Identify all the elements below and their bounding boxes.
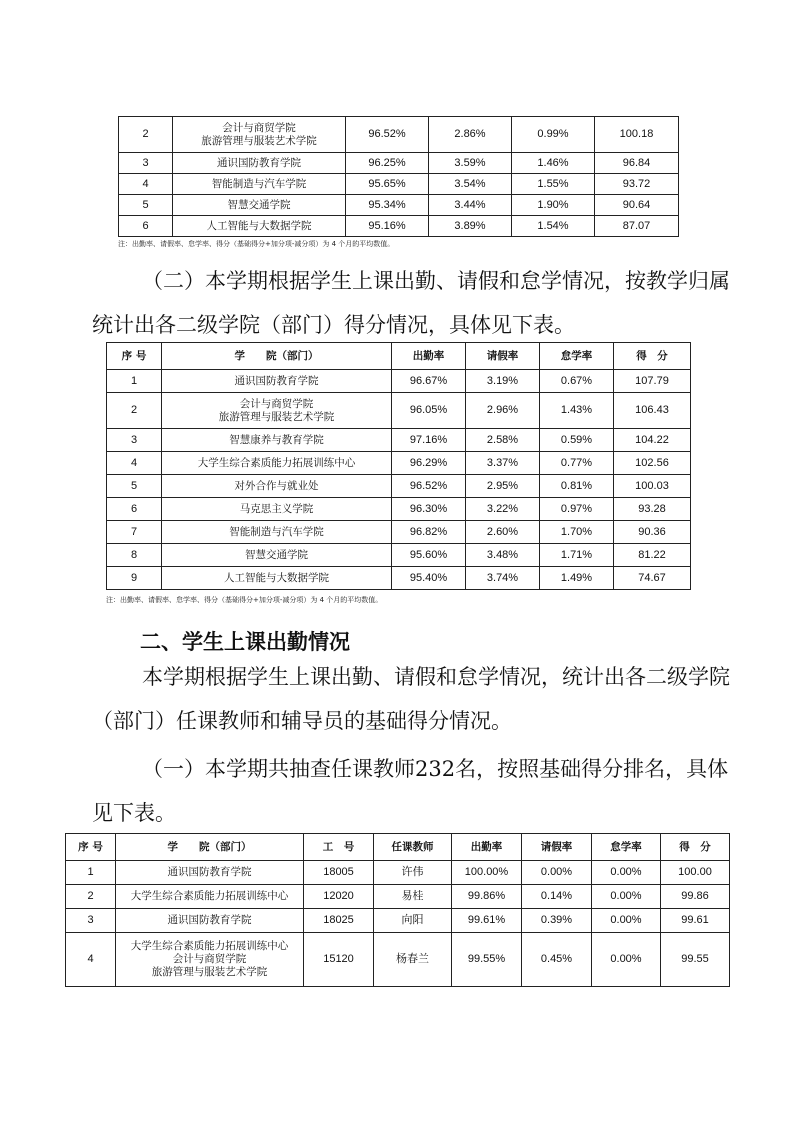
- cell-dept: [116, 909, 304, 933]
- dept-line: 会计与商贸学院: [172, 953, 247, 965]
- header-truancy: 怠学率: [592, 834, 661, 861]
- cell-score: 100.00: [661, 861, 730, 885]
- cell-truancy: 1.90%: [512, 195, 595, 216]
- dept-line: 智慧交通学院: [245, 548, 308, 561]
- cell-truancy: 1.49%: [540, 567, 614, 590]
- cell-truancy: 1.70%: [540, 521, 614, 544]
- cell-attendance: 96.82%: [392, 521, 466, 544]
- cell-no: 1: [66, 861, 116, 885]
- cell-leave: 2.86%: [429, 117, 512, 153]
- dept-line: 对外合作与就业处: [234, 479, 319, 492]
- header-score: 得 分: [661, 834, 730, 861]
- dept-line: 大学生综合素质能力拓展训练中心: [197, 456, 356, 469]
- dept-line: 智慧康养与教育学院: [229, 433, 324, 446]
- cell-score: 81.22: [614, 544, 691, 567]
- header-no: 序 号: [107, 343, 162, 370]
- dept-line: 通识国防教育学院: [167, 866, 252, 878]
- cell-dept: [173, 117, 346, 153]
- cell-no: 9: [107, 567, 162, 590]
- dept-line: 人工智能与大数据学院: [224, 571, 329, 584]
- cell-no: 8: [107, 544, 162, 567]
- cell-id: 18025: [304, 909, 374, 933]
- cell-truancy: 0.81%: [540, 475, 614, 498]
- header-truancy: 怠学率: [540, 343, 614, 370]
- cell-leave: 3.74%: [466, 567, 540, 590]
- cell-leave: 3.22%: [466, 498, 540, 521]
- cell-no: 2: [66, 885, 116, 909]
- cell-dept: [162, 452, 392, 475]
- cell-id: 15120: [304, 933, 374, 987]
- table-row: [66, 933, 730, 987]
- header-dept: 学 院（部门）: [116, 834, 304, 861]
- cell-score: 99.55: [661, 933, 730, 987]
- cell-leave: 0.39%: [522, 909, 592, 933]
- cell-no: 7: [107, 521, 162, 544]
- table-row: [107, 475, 691, 498]
- table-row: [119, 216, 679, 237]
- cell-leave: 0.00%: [522, 861, 592, 885]
- dept-line: 通识国防教育学院: [234, 374, 319, 387]
- teacher-score-table: [65, 833, 730, 987]
- cell-dept: [116, 861, 304, 885]
- header-no: 序 号: [66, 834, 116, 861]
- cell-score: 87.07: [595, 216, 679, 237]
- cell-truancy: 0.77%: [540, 452, 614, 475]
- header-teacher: 任课教师: [374, 834, 452, 861]
- cell-dept: [162, 521, 392, 544]
- table-row: [66, 909, 730, 933]
- table-row: [107, 498, 691, 521]
- table-row: [66, 885, 730, 909]
- cell-teacher: 易桂: [374, 885, 452, 909]
- cell-leave: 3.19%: [466, 370, 540, 393]
- cell-truancy: 1.54%: [512, 216, 595, 237]
- cell-truancy: 0.00%: [592, 933, 661, 987]
- header-attendance: 出勤率: [392, 343, 466, 370]
- header-dept: 学 院（部门）: [162, 343, 392, 370]
- cell-attendance: 99.55%: [452, 933, 522, 987]
- dept-line: 大学生综合素质能力拓展训练中心: [130, 890, 289, 902]
- dept-line: 人工智能与大数据学院: [206, 219, 312, 232]
- cell-truancy: 1.43%: [540, 393, 614, 429]
- cell-score: 106.43: [614, 393, 691, 429]
- cell-leave: 2.58%: [466, 429, 540, 452]
- table-row: [107, 544, 691, 567]
- cell-attendance: 96.29%: [392, 452, 466, 475]
- cell-leave: 3.48%: [466, 544, 540, 567]
- cell-truancy: 0.00%: [592, 885, 661, 909]
- cell-teacher: 杨春兰: [374, 933, 452, 987]
- cell-dept: [173, 216, 346, 237]
- cell-attendance: 97.16%: [392, 429, 466, 452]
- header-attendance: 出勤率: [452, 834, 522, 861]
- cell-no: 3: [66, 909, 116, 933]
- cell-attendance: 95.34%: [346, 195, 429, 216]
- cell-dept: [162, 429, 392, 452]
- dept-line: 通识国防教育学院: [217, 156, 301, 169]
- cell-attendance: 96.52%: [346, 117, 429, 153]
- cell-score: 104.22: [614, 429, 691, 452]
- cell-dept: [173, 153, 346, 174]
- dept-line: 智能制造与汽车学院: [229, 525, 324, 538]
- dept-line: 旅游管理与服装艺术学院: [151, 966, 268, 978]
- cell-attendance: 99.86%: [452, 885, 522, 909]
- cell-score: 74.67: [614, 567, 691, 590]
- table-row: [107, 370, 691, 393]
- cell-leave: 3.89%: [429, 216, 512, 237]
- cell-score: 99.86: [661, 885, 730, 909]
- cell-leave: 2.60%: [466, 521, 540, 544]
- cell-no: 4: [66, 933, 116, 987]
- cell-truancy: 1.71%: [540, 544, 614, 567]
- cell-truancy: 0.59%: [540, 429, 614, 452]
- table-row: [66, 861, 730, 885]
- cell-leave: 3.59%: [429, 153, 512, 174]
- paragraph: （一）本学期共抽查任课教师232名，按照基础得分排名，具体见下表。: [92, 757, 729, 825]
- header-score: 得 分: [614, 343, 691, 370]
- cell-truancy: 0.99%: [512, 117, 595, 153]
- cell-teacher: 向阳: [374, 909, 452, 933]
- cell-attendance: 96.67%: [392, 370, 466, 393]
- cell-no: 3: [119, 153, 173, 174]
- cell-dept: [116, 933, 304, 987]
- cell-leave: 2.95%: [466, 475, 540, 498]
- table-row: [119, 117, 679, 153]
- dept-line: 会计与商贸学院: [222, 121, 296, 134]
- cell-leave: 3.44%: [429, 195, 512, 216]
- cell-no: 5: [107, 475, 162, 498]
- table-row: [107, 567, 691, 590]
- cell-truancy: 1.55%: [512, 174, 595, 195]
- header-leave: 请假率: [466, 343, 540, 370]
- dept-line: 旅游管理与服装艺术学院: [218, 410, 335, 423]
- cell-no: 1: [107, 370, 162, 393]
- dept-line: 会计与商贸学院: [239, 397, 314, 410]
- table-row: [119, 174, 679, 195]
- cell-attendance: 95.60%: [392, 544, 466, 567]
- score-table-continued: [118, 116, 679, 237]
- cell-truancy: 0.00%: [592, 909, 661, 933]
- cell-dept: [162, 498, 392, 521]
- dept-line: 大学生综合素质能力拓展训练中心: [130, 940, 289, 952]
- cell-dept: [162, 567, 392, 590]
- paragraph: （二）本学期根据学生上课出勤、请假和怠学情况，按教学归属统计出各二级学院（部门）得分情况，具体见下表。: [92, 269, 730, 337]
- cell-no: 2: [119, 117, 173, 153]
- cell-dept: [162, 544, 392, 567]
- cell-no: 3: [107, 429, 162, 452]
- cell-leave: 0.45%: [522, 933, 592, 987]
- table-row: [107, 393, 691, 429]
- cell-leave: 3.54%: [429, 174, 512, 195]
- cell-score: 102.56: [614, 452, 691, 475]
- cell-dept: [162, 393, 392, 429]
- cell-truancy: 0.97%: [540, 498, 614, 521]
- cell-no: 6: [119, 216, 173, 237]
- dept-line: 智能制造与汽车学院: [211, 177, 307, 190]
- cell-score: 90.64: [595, 195, 679, 216]
- dept-line: 通识国防教育学院: [167, 914, 252, 926]
- cell-attendance: 96.25%: [346, 153, 429, 174]
- cell-id: 12020: [304, 885, 374, 909]
- cell-no: 6: [107, 498, 162, 521]
- header-leave: 请假率: [522, 834, 592, 861]
- table-row: [119, 153, 679, 174]
- cell-attendance: 95.65%: [346, 174, 429, 195]
- table-row: [107, 521, 691, 544]
- cell-score: 96.84: [595, 153, 679, 174]
- cell-score: 90.36: [614, 521, 691, 544]
- cell-score: 100.03: [614, 475, 691, 498]
- cell-dept: [162, 370, 392, 393]
- cell-attendance: 95.16%: [346, 216, 429, 237]
- cell-no: 4: [119, 174, 173, 195]
- table-row: [119, 195, 679, 216]
- cell-leave: 2.96%: [466, 393, 540, 429]
- cell-dept: [162, 475, 392, 498]
- cell-leave: 3.37%: [466, 452, 540, 475]
- college-score-table: [106, 342, 691, 590]
- cell-no: 4: [107, 452, 162, 475]
- cell-attendance: 96.05%: [392, 393, 466, 429]
- cell-score: 99.61: [661, 909, 730, 933]
- dept-line: 旅游管理与服装艺术学院: [201, 134, 317, 147]
- cell-truancy: 0.00%: [592, 861, 661, 885]
- cell-attendance: 100.00%: [452, 861, 522, 885]
- cell-truancy: 1.46%: [512, 153, 595, 174]
- section-heading: 二、学生上课出勤情况: [140, 630, 350, 654]
- cell-score: 93.28: [614, 498, 691, 521]
- table-row: [107, 429, 691, 452]
- table-note: 注：出勤率、请假率、怠学率、得分（基础得分+加分项-减分项）为 4 个月的平均数值。: [118, 240, 395, 248]
- cell-score: 107.79: [614, 370, 691, 393]
- cell-attendance: 99.61%: [452, 909, 522, 933]
- cell-no: 5: [119, 195, 173, 216]
- cell-score: 100.18: [595, 117, 679, 153]
- dept-line: 智慧交通学院: [227, 198, 291, 211]
- cell-dept: [116, 885, 304, 909]
- cell-dept: [173, 195, 346, 216]
- cell-score: 93.72: [595, 174, 679, 195]
- table-row: [107, 452, 691, 475]
- cell-attendance: 96.30%: [392, 498, 466, 521]
- header-id: 工 号: [304, 834, 374, 861]
- table-note: 注：出勤率、请假率、怠学率、得分（基础得分+加分项-减分项）为 4 个月的平均数值。: [106, 596, 383, 604]
- cell-leave: 0.14%: [522, 885, 592, 909]
- dept-line: 马克思主义学院: [239, 502, 314, 515]
- cell-teacher: 许伟: [374, 861, 452, 885]
- cell-id: 18005: [304, 861, 374, 885]
- paragraph: 本学期根据学生上课出勤、请假和怠学情况，统计出各二级学院（部门）任课教师和辅导员的基础得分情况。: [92, 665, 730, 733]
- cell-no: 2: [107, 393, 162, 429]
- cell-dept: [173, 174, 346, 195]
- cell-truancy: 0.67%: [540, 370, 614, 393]
- cell-attendance: 96.52%: [392, 475, 466, 498]
- cell-attendance: 95.40%: [392, 567, 466, 590]
